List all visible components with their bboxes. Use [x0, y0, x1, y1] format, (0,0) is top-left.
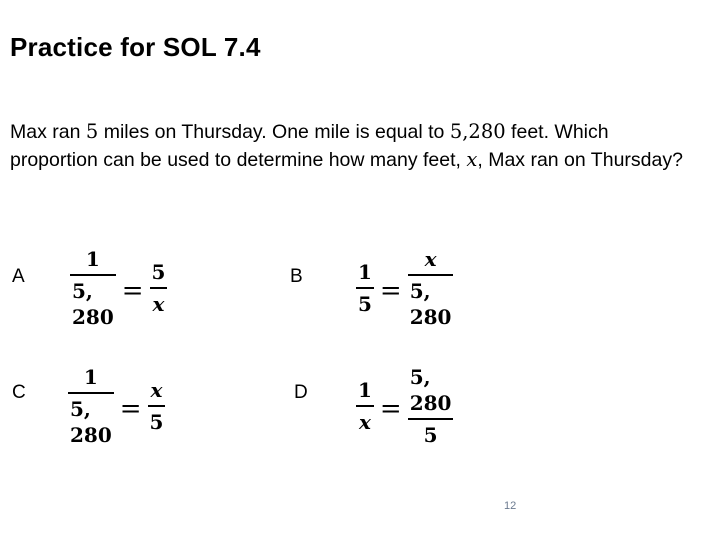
variable-x: x	[466, 148, 478, 171]
fraction-denominator: 5	[358, 292, 372, 316]
choice-d-letter: D	[294, 382, 308, 403]
choice-a-letter: A	[12, 266, 25, 287]
question-part-4: , Max ran on Thursday?	[477, 149, 683, 171]
choice-d-equation	[356, 364, 453, 448]
fraction-denominator: 5, 280	[70, 397, 112, 447]
fraction-denominator: 5	[423, 423, 438, 447]
equals-sign: =	[121, 276, 144, 306]
choice-a-right-fraction	[150, 259, 168, 317]
choice-b-letter: B	[290, 266, 303, 287]
fraction-numerator: 1	[83, 365, 98, 389]
fraction-numerator: 1	[358, 260, 372, 284]
choice-d-right-fraction	[408, 364, 454, 448]
miles-value: 5	[85, 120, 99, 143]
page-title: Practice for SOL 7.4	[10, 32, 261, 62]
fraction-denominator: 5, 280	[409, 279, 452, 329]
fraction-numerator: 1	[85, 247, 100, 271]
choice-b-equation	[356, 246, 453, 330]
fraction-denominator: x	[152, 292, 165, 316]
choice-c-equation	[68, 364, 165, 448]
question-text	[10, 118, 700, 174]
choice-c-right-fraction	[148, 377, 166, 435]
choice-b-left-fraction	[356, 259, 374, 317]
feet-value: 5,280	[449, 120, 506, 143]
fraction-numerator: 5	[151, 260, 166, 284]
question-part-3: feet. Which proportion can be used to determine how many feet,	[10, 121, 609, 171]
equals-sign: =	[379, 276, 402, 306]
equals-sign: =	[119, 394, 142, 424]
equals-sign: =	[379, 394, 402, 424]
question-part-1: Max ran	[10, 121, 86, 143]
choice-b-right-fraction	[408, 246, 454, 330]
choice-c-left-fraction	[68, 364, 114, 448]
fraction-denominator: x	[358, 410, 371, 434]
fraction-numerator: x	[424, 247, 437, 271]
page-number: 12	[504, 500, 517, 512]
fraction-numerator: 1	[358, 378, 372, 402]
fraction-denominator: 5	[149, 410, 164, 434]
choice-c-letter: C	[12, 382, 26, 403]
fraction-numerator: 5, 280	[409, 365, 452, 415]
choice-a-left-fraction	[70, 246, 116, 330]
choice-d-left-fraction	[356, 377, 374, 435]
fraction-numerator: x	[150, 378, 163, 402]
fraction-denominator: 5, 280	[72, 279, 114, 329]
question-part-2: miles on Thursday. One mile is equal to	[98, 121, 450, 143]
choice-a-equation	[70, 246, 167, 330]
